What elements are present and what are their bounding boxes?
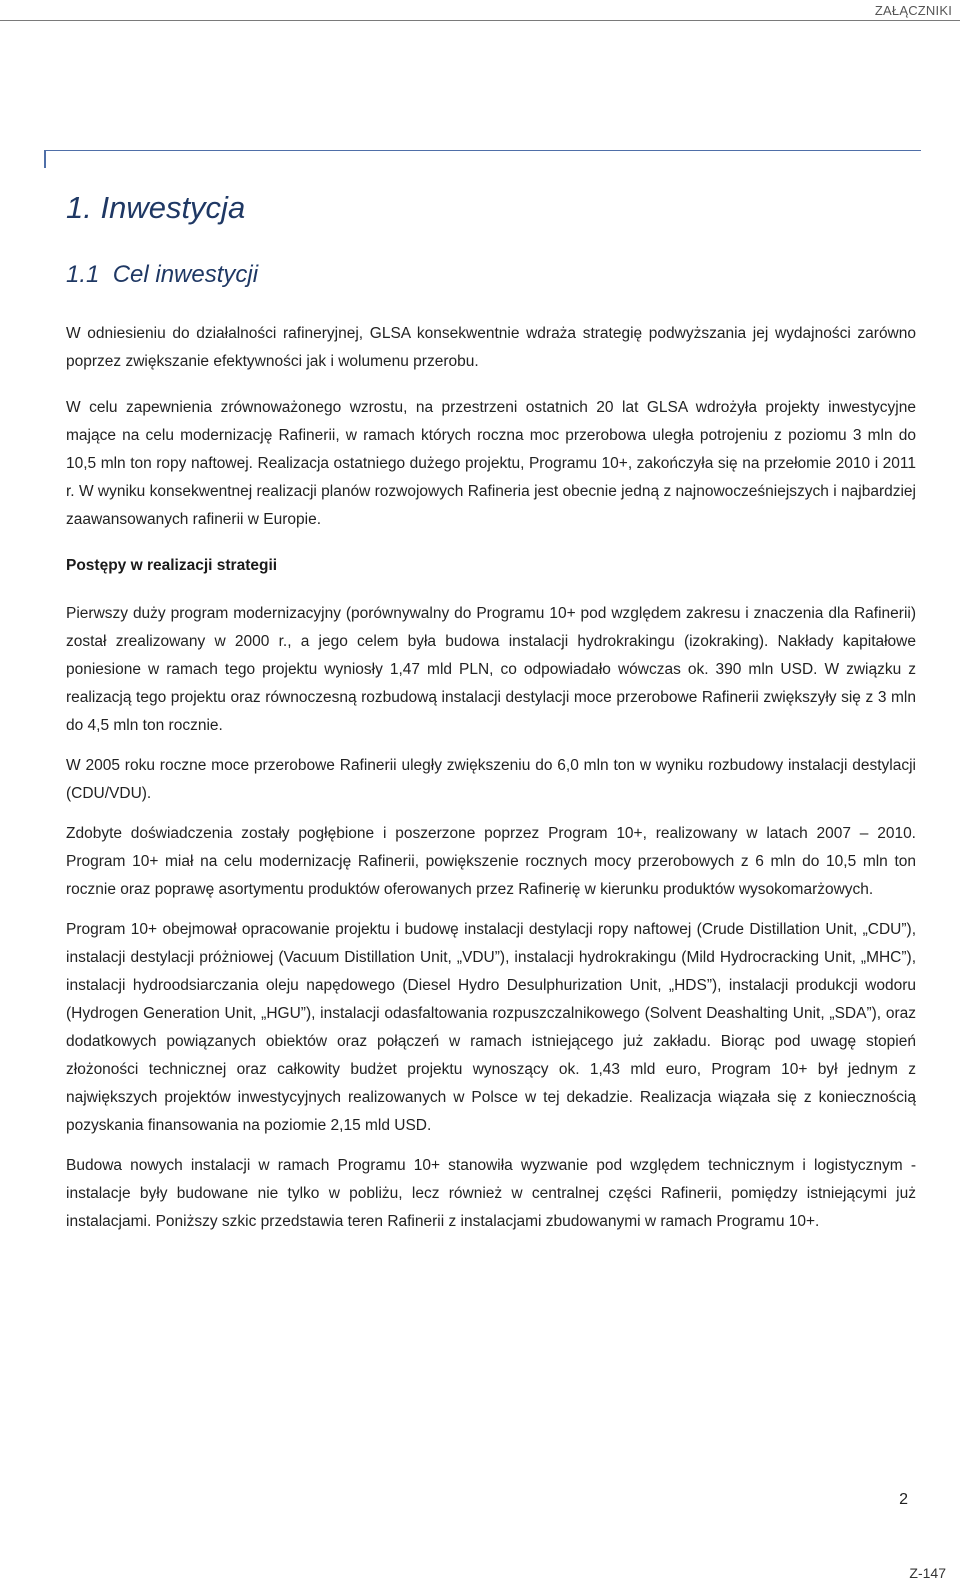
document-body — [66, 320, 916, 1248]
page-number: 2 — [899, 1491, 908, 1508]
paragraph-progress-1: Pierwszy duży program modernizacyjny (porównywalny do Programu 10+ pod względem zakresu i znaczenia dla Rafinerii) został zrealizowany w 2000 r., a jego celem była budowa instalacji hydrokrakingu (izokraking). Nakłady kapitałowe poniesione w ramach tego projektu wyniosły 1,47 mld PLN, co odpowiadało wówczas ok. 390 mln USD. W związku z realizacją tego projektu oraz równoczesną rozbudową instalacji destylacji moce przerobowe Rafinerii zwiększyły się z 3 mln do 4,5 mln ton rocznie. — [66, 605, 916, 734]
page-code: Z-147 — [909, 1565, 946, 1581]
paragraph-progress-4: Program 10+ obejmował opracowanie projektu i budowę instalacji destylacji ropy naftowej (Crude Distillation Unit, „CDU”), instalacji destylacji próżniowej (Vacuum Distillation Unit, „VDU”), instalacji hydrokrakingu (Mild Hydrocracking Unit, „MHC”), instalacji hydroodsiarczania oleju napędowego (Diesel Hydro Desulphurization Unit, „HDS”), instalacji produkcji wodoru (Hydrogen Generation Unit, „HGU”), instalacji odasfaltowania rozpuszczalnikowego (Solvent Deashalting Unit, „SDA”), oraz dodatkowych powiązanych obiektów oraz połączeń w ramach istniejącego już zakładu. Biorąc pod uwagę stopień złożoności technicznej oraz całkowity budżet projektu wynoszący ok. 1,43 mld euro, Program 10+ był jednym z największych projektów inwestycyjnych realizowanych w Polsce w tej dekadzie. Realizacja wiązała się z koniecznością pozyskania finansowania na poziomie 2,15 mld USD. — [66, 921, 916, 1134]
paragraph-progress-2: W 2005 roku roczne moce przerobowe Rafinerii uległy zwiększeniu do 6,0 mln ton w wyniku rozbudowy instalacji destylacji (CDU/VDU). — [66, 757, 916, 802]
paragraph-progress-3: Zdobyte doświadczenia zostały pogłębione i poszerzone poprzez Program 10+, realizowany w latach 2007 – 2010. Program 10+ miał na celu modernizację Rafinerii, powiększenie rocznych mocy przerobowych z 6 mln do 10,5 mln ton rocznie oraz poprawę asortymentu produktów oferowanych przez Rafinerię w kierunku produktów wysokomarżowych. — [66, 825, 916, 898]
header-rule — [0, 20, 960, 21]
subheading-strategy-progress: Postępy w realizacji strategii — [66, 557, 278, 574]
paragraph-intro-2: W celu zapewnienia zrównoważonego wzrostu, na przestrzeni ostatnich 20 lat GLSA wdrożyła projekty inwestycyjne mające na celu modernizację Rafinerii, w ramach których roczna moc przerobowa uległa potrojeniu z poziomu 3 mln do 10,5 mln ton ropy naftowej. Realizacja ostatniego dużego projektu, Programu 10+, zakończyła się na przełomie 2010 i 2011 r. W wyniku konsekwentnej realizacji planów rozwojowych Rafineria jest obecnie jedną z najnowocześniejszych i najbardziej zaawansowanych rafinerii w Europie. — [66, 399, 916, 528]
section-header-label: ZAŁĄCZNIKI — [874, 3, 952, 18]
paragraph-intro-1: W odniesieniu do działalności rafineryjnej, GLSA konsekwentnie wdraża strategię podwyższania jej wydajności zarówno poprzez zwiększanie efektywności jak i wolumenu przerobu. — [66, 325, 916, 370]
heading-investment-goal: 1.1 Cel inwestycji — [66, 261, 259, 288]
heading-frame — [44, 150, 921, 168]
heading-investment: 1. Inwestycja — [66, 190, 246, 225]
paragraph-progress-5: Budowa nowych instalacji w ramach Programu 10+ stanowiła wyzwanie pod względem technicznym i logistycznym - instalacje były budowane nie tylko w pobliżu, lecz również w centralnej części Rafinerii, pomiędzy istniejącymi już instalacjami. Poniższy szkic przedstawia teren Rafinerii z instalacjami zbudowanymi w ramach Programu 10+. — [66, 1157, 916, 1230]
